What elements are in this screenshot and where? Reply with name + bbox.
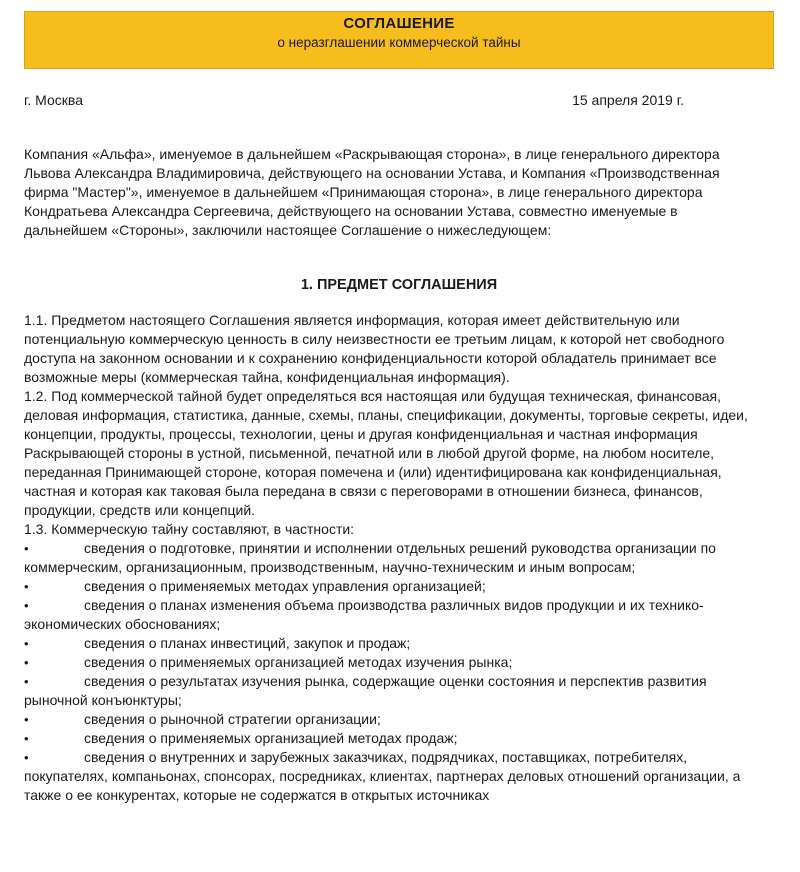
list-item — [24, 672, 774, 710]
document-header-band — [24, 11, 774, 69]
bullet-icon: • — [24, 579, 29, 594]
agreement-date: 15 апреля 2019 г. — [572, 92, 684, 108]
bullet-icon: • — [24, 731, 29, 746]
list-item-text: сведения о планах изменения объема производства различных видов продукции и их технико-экономических обоснованиях; — [24, 597, 704, 632]
document-title: СОГЛАШЕНИЕ — [343, 15, 455, 32]
bullet-icon: • — [24, 750, 29, 765]
list-item — [24, 634, 774, 653]
list-item-text: сведения о планах инвестиций, закупок и продаж; — [84, 635, 411, 651]
bullet-icon: • — [24, 674, 29, 689]
section-1-body — [24, 311, 774, 805]
list-item — [24, 748, 774, 805]
list-item-text: сведения о рыночной стратегии организации; — [84, 711, 381, 727]
list-item — [24, 710, 774, 729]
clause-1-2: 1.2. Под коммерческой тайной будет определяться вся настоящая или будущая техническая, финансовая, деловая информация, статистика, данные, схемы, планы, спецификации, документы, торговые секреты, идеи, концепции, продукты, процессы, технологии, цены и другая конфиденциальная и частная информация Раскрывающей стороны в устной, письменной, печатной или в любой другой форме, на любом носителе, переданная Принимающей стороне, которая помечена и (или) идентифицирована как конфиденциальная, частная и которая как таковая была передана в связи с переговорами в отношении бизнеса, финансов, продукции, средств или концепций. — [24, 388, 748, 518]
list-item-text: сведения о результатах изучения рынка, содержащие оценки состояния и перспектив развития рыночной конъюнктуры; — [24, 673, 707, 708]
list-item-text: сведения о внутренних и зарубежных заказчиках, подрядчиках, поставщиках, потребителях, покупателях, компаньонах, спонсорах, посредниках, клиентах, партнерах деловых отношений организации, а также о ее конкурентах, которые не содержатся в открытых источниках — [24, 749, 741, 803]
bullet-icon: • — [24, 598, 29, 613]
trade-secret-list — [24, 539, 774, 805]
place-of-signing: г. Москва — [24, 92, 83, 108]
list-item-text: сведения о применяемых организацией методах продаж; — [84, 730, 458, 746]
clause-1-3: 1.3. Коммерческую тайну составляют, в частности: — [24, 521, 355, 537]
bullet-icon: • — [24, 636, 29, 651]
list-item — [24, 653, 774, 672]
list-item-text: сведения о подготовке, принятии и исполнении отдельных решений руководства организации по коммерческим, организационным, производственным, научно-техническим и иным вопросам; — [24, 540, 716, 575]
bullet-icon: • — [24, 712, 29, 727]
list-item — [24, 729, 774, 748]
list-item-text: сведения о применяемых организацией методах изучения рынка; — [84, 654, 513, 670]
document-subtitle: о неразглашении коммерческой тайны — [277, 35, 521, 50]
list-item — [24, 539, 774, 577]
section-1-title: 1. ПРЕДМЕТ СОГЛАШЕНИЯ — [300, 277, 498, 293]
list-item — [24, 596, 774, 634]
list-item — [24, 577, 774, 596]
list-item-text: сведения о применяемых методах управления организацией; — [84, 578, 486, 594]
bullet-icon: • — [24, 541, 29, 556]
clause-1-1: 1.1. Предметом настоящего Соглашения является информация, которая имеет действительную или потенциальную коммерческую ценность в силу неизвестности ее третьим лицам, к которой нет свободного доступа на законном основании и к сохранению конфиденциальности которой обладатель принимает все возможные меры (коммерческая тайна, конфиденциальная информация). — [24, 312, 725, 385]
preamble-paragraph: Компания «Альфа», именуемое в дальнейшем «Раскрывающая сторона», в лице генерального директора Львова Александра Владимировича, действующего на основании Устава, и Компания «Производственная фирма "Мастер"», именуемое в дальнейшем «Принимающая сторона», в лице генерального директора Кондратьева Александра Сергеевича, действующего на основании Устава, совместно именуемые в дальнейшем «Стороны», заключили настоящее Соглашение о нижеследующем: — [24, 146, 720, 238]
bullet-icon: • — [24, 655, 29, 670]
